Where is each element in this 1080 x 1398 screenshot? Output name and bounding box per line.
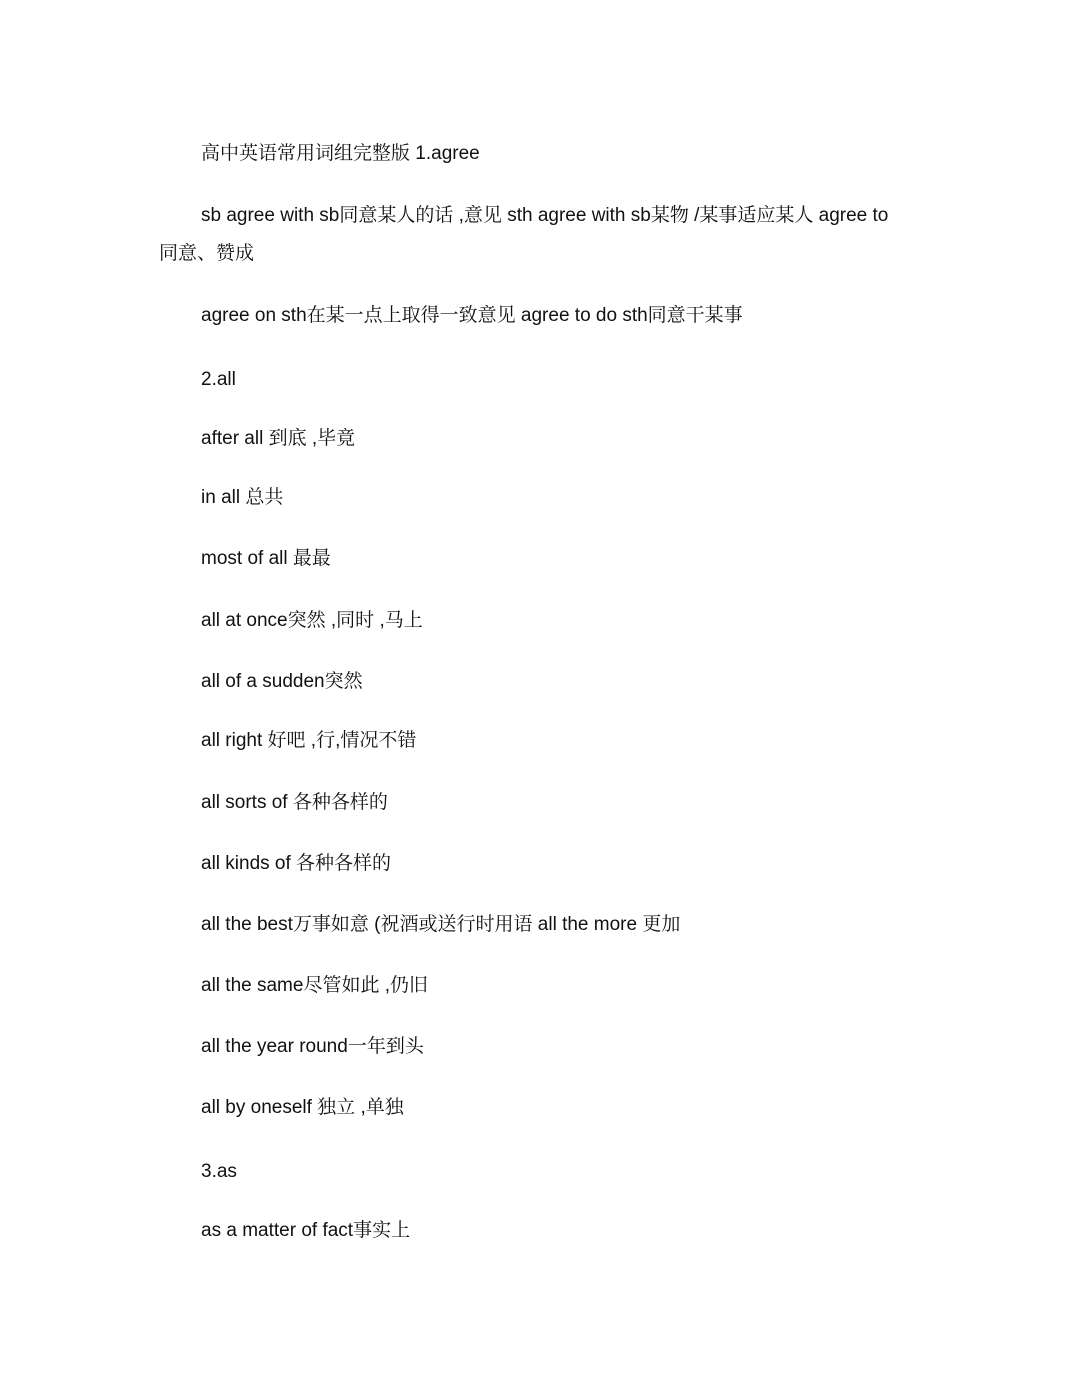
- text-line: agree on sth在某一点上取得一致意见 agree to do sth同意干某事: [201, 305, 743, 326]
- text-line: all at once突然 ,同时 ,马上: [201, 610, 423, 631]
- text-line-continuation: 同意、赞成: [159, 243, 255, 264]
- text-line: all the best万事如意 (祝酒或送行时用语 all the more 更加: [201, 914, 681, 935]
- section-heading: 3.as: [201, 1161, 237, 1182]
- text-line: all right 好吧 ,行,情况不错: [201, 730, 417, 751]
- text-line: sb agree with sb同意某人的话 ,意见 sth agree with sb某物 /某事适应某人 agree to: [201, 205, 889, 226]
- section-heading: 2.all: [201, 369, 236, 390]
- text-line: all of a sudden突然: [201, 671, 363, 692]
- text-line: most of all 最最: [201, 548, 331, 569]
- text-line: all by oneself 独立 ,单独: [201, 1097, 404, 1118]
- text-line: all the year round一年到头: [201, 1036, 424, 1057]
- text-line: all kinds of 各种各样的: [201, 853, 392, 874]
- document-title-line: 高中英语常用词组完整版 1.agree: [201, 143, 480, 164]
- text-line: after all 到底 ,毕竟: [201, 428, 356, 449]
- text-line: in all 总共: [201, 487, 284, 508]
- text-line: all the same尽管如此 ,仍旧: [201, 975, 428, 996]
- text-line: as a matter of fact事实上: [201, 1220, 411, 1241]
- text-line: all sorts of 各种各样的: [201, 792, 388, 813]
